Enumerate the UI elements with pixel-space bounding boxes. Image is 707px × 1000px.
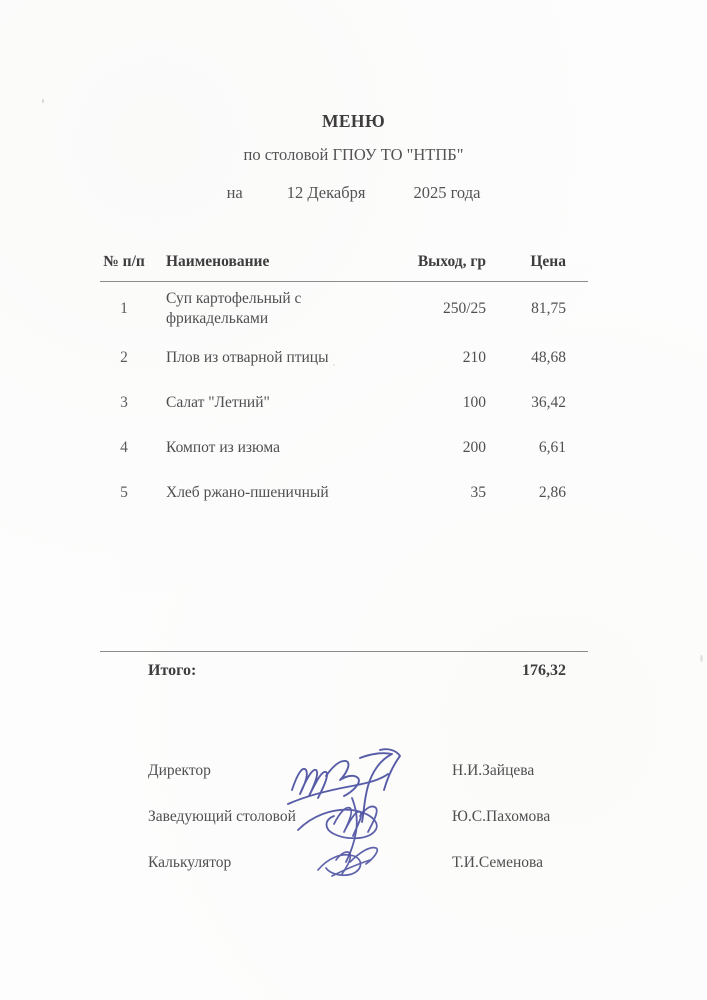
cell-output: 100: [462, 394, 486, 411]
signature-role: Заведующий столовой: [148, 808, 296, 825]
date-prefix: на: [226, 183, 243, 202]
column-header-output: Выход, гр: [417, 253, 486, 270]
table-header-row: [100, 253, 588, 282]
menu-table-container: [100, 253, 588, 516]
cell-output: 35: [470, 484, 486, 501]
cell-output: 250/25: [442, 299, 486, 317]
document-subtitle: по столовой ГПОУ ТО "НТПБ": [243, 145, 464, 164]
cell-number: 3: [120, 394, 128, 411]
cell-number: 1: [120, 299, 128, 317]
signature-role: Калькулятор: [148, 854, 232, 871]
signature-name: Н.И.Зайцева: [452, 762, 535, 779]
column-header-name: Наименование: [166, 253, 270, 270]
cell-price: 36,42: [531, 394, 566, 411]
table-row: [100, 426, 588, 471]
menu-table: [100, 253, 588, 516]
signature-name: Т.И.Семенова: [452, 854, 543, 871]
date-year: 2025 года: [413, 183, 481, 202]
table-header: [100, 253, 588, 282]
signature-row: [0, 854, 707, 900]
table-row: [100, 282, 588, 336]
total-label: Итого:: [148, 662, 197, 679]
cell-name: Компот из изюма: [166, 439, 280, 457]
column-header-price: Цена: [530, 253, 566, 270]
cell-price: 81,75: [531, 299, 566, 317]
table-row: [100, 471, 588, 516]
signature-block: [0, 762, 707, 900]
document-date-line: [0, 183, 707, 203]
cell-output: 210: [462, 349, 486, 366]
cell-number: 4: [120, 439, 128, 456]
signature-role: Директор: [148, 762, 211, 779]
scan-speck: [700, 655, 703, 662]
cell-name: Салат "Летний": [166, 394, 270, 412]
scan-speck: [42, 99, 44, 103]
cell-price: 2,86: [538, 484, 566, 501]
page-title: МЕНЮ: [321, 111, 386, 131]
cell-number: 2: [120, 349, 128, 366]
cell-name: Хлеб ржано-пшеничный: [166, 484, 329, 502]
column-header-number: № п/п: [103, 253, 145, 270]
total-divider-rule: [100, 651, 588, 652]
cell-name: Суп картофельный с фрикадельками: [166, 289, 302, 327]
cell-number: 5: [120, 484, 128, 501]
signature-name: Ю.С.Пахомова: [452, 808, 551, 825]
cell-price: 6,61: [538, 439, 566, 456]
total-value: 176,32: [522, 662, 566, 679]
date-day-month: 12 Декабря: [286, 183, 366, 202]
table-row: [100, 336, 588, 381]
signature-row: [0, 762, 707, 808]
cell-name: Плов из отварной птицы: [166, 349, 329, 367]
table-body: [100, 282, 588, 516]
signature-row: [0, 808, 707, 854]
total-row: [100, 662, 588, 680]
table-row: [100, 381, 588, 426]
cell-output: 200: [462, 439, 486, 456]
cell-price: 48,68: [531, 349, 566, 366]
